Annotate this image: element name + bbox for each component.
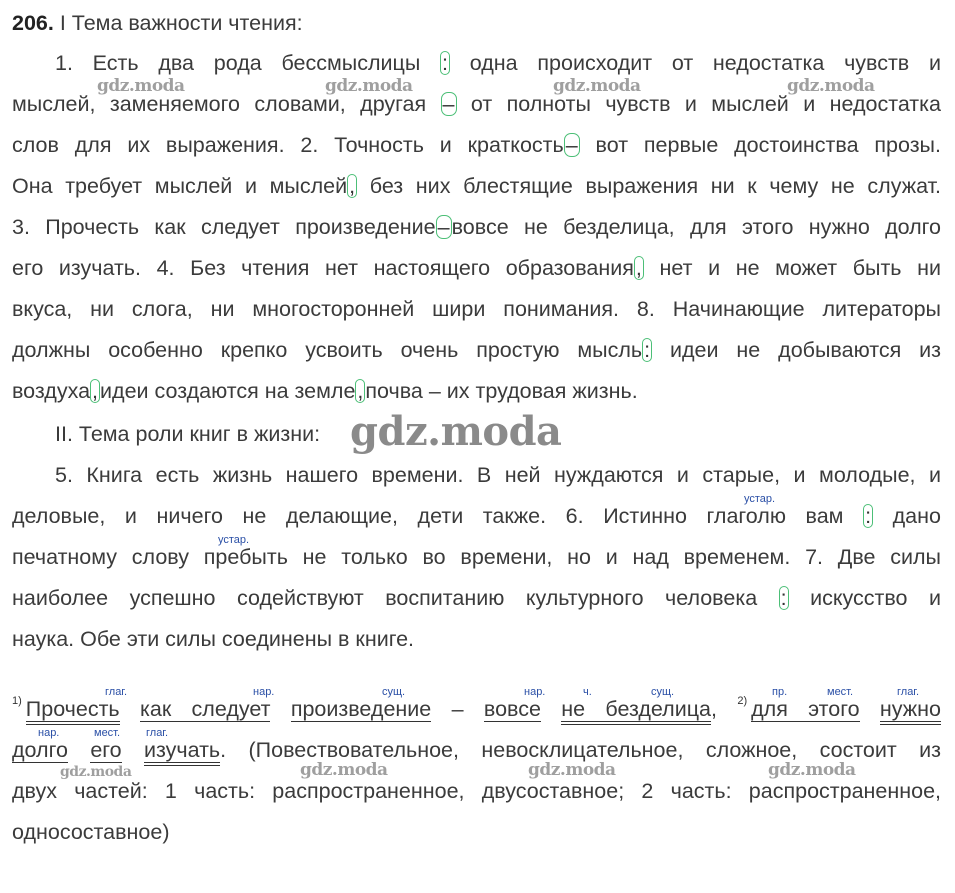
punctuation-mark: : — [780, 586, 787, 610]
predicate: Прочесть — [26, 697, 120, 725]
analysis-line-1 — [12, 696, 941, 722]
text-fragment: искусство и — [810, 586, 941, 610]
text-fragment: 1. Есть два рода бессмыслицы — [55, 51, 421, 75]
text-fragment: от полноты чувств и мыслей и недостатка — [470, 92, 941, 116]
predicate: нужно — [880, 697, 941, 725]
text-line — [12, 585, 941, 611]
punctuation-mark: : — [644, 338, 651, 362]
text-fragment: идеи не добываются из — [670, 338, 941, 362]
text-fragment: идеи создаются на земле — [100, 379, 356, 403]
text-line — [12, 173, 941, 199]
pos-tag: нар. — [38, 727, 60, 739]
punctuation-mark: , — [357, 379, 364, 403]
pos-tag: пр. — [772, 686, 788, 698]
text-fragment: слов для их выражения. 2. Точность и краткость — [12, 133, 564, 157]
adverbial: как следует — [139, 697, 271, 721]
watermark: gdz.moda — [528, 760, 616, 780]
punctuation-mark: – — [442, 92, 455, 116]
punctuation-mark: : — [865, 504, 872, 528]
text-fragment: должны особенно крепко усвоить очень простую мысль — [12, 338, 643, 362]
watermark: gdz.moda — [300, 760, 388, 780]
text-fragment: мыслей, заменяемого словами, другая — [12, 92, 427, 116]
text-line — [55, 50, 941, 76]
predicate: изучать — [144, 738, 220, 766]
punctuation-mark: , — [635, 256, 642, 280]
watermark: gdz.moda — [97, 76, 185, 96]
text-line: печатному слову пребыть не только во времени, но и над временем. 7. Две силы — [12, 545, 941, 569]
footnote-marker: 2) — [737, 695, 748, 707]
usage-note: устар. — [218, 534, 250, 546]
text-fragment: деловые, и ничего не делающие, дети также. 6. Истинно глаголю вам — [12, 504, 844, 528]
text-fragment: его изучать. 4. Без чтения нет настоящего образования — [12, 256, 634, 280]
pos-tag: глаг. — [146, 727, 169, 739]
analysis-line-3: двух частей: 1 часть: распространенное, двусоставное; 2 часть: распространенное, — [12, 779, 941, 803]
text-fragment: 3. Прочесть как следует произведение — [12, 215, 436, 239]
text-fragment: почва – их трудовая жизнь. — [365, 379, 638, 403]
task-number: 206. — [12, 11, 54, 35]
object: произведение — [290, 697, 432, 721]
text-line — [12, 255, 941, 281]
text-fragment: одна происходит от недостатка чувств и — [469, 51, 941, 75]
dash: – — [431, 697, 484, 721]
pos-tag: мест. — [94, 727, 121, 739]
analysis-line-4: односоставное) — [12, 820, 170, 844]
adverbial: долго — [12, 738, 68, 762]
text-fragment: дано — [892, 504, 941, 528]
text-fragment: воздуха — [12, 379, 91, 403]
watermark: gdz.moda — [60, 764, 132, 780]
punctuation-mark: , — [349, 174, 356, 198]
text-line — [12, 378, 941, 404]
text-line: вкуса, ни слога, ни многосторонней шири понимания. 8. Начинающие литераторы — [12, 297, 941, 321]
punctuation-mark: – — [565, 133, 578, 157]
watermark: gdz.moda — [553, 76, 641, 96]
text-fragment: без них блестящие выражения ни к чему не служат. — [369, 174, 941, 198]
theme-1-heading: I Тема важности чтения: — [53, 11, 303, 35]
pos-tag: глаг. — [105, 686, 128, 698]
text-fragment: нет и не может быть ни — [659, 256, 941, 280]
text-line: наука. Обе эти силы соединены в книге. — [12, 627, 415, 651]
pos-tag: сущ. — [382, 686, 406, 698]
watermark-large: gdz.moda — [350, 408, 562, 455]
punctuation-mark: : — [442, 51, 449, 75]
punctuation-mark: , — [92, 379, 99, 403]
watermark: gdz.moda — [325, 76, 413, 96]
text-fragment: Она требует мыслей и мыслей — [12, 174, 348, 198]
theme-2-heading: II. Тема роли книг в жизни: — [55, 422, 321, 446]
text-line — [12, 132, 941, 158]
pos-tag: глаг. — [897, 686, 920, 698]
adverbial: вовсе — [483, 697, 541, 721]
text-fragment: вот первые достоинства прозы. — [595, 133, 941, 157]
usage-note: устар. — [744, 493, 776, 505]
object: его — [90, 738, 122, 762]
watermark: gdz.moda — [787, 76, 875, 96]
pos-tag: ч. — [583, 686, 592, 698]
pos-tag: мест. — [827, 686, 854, 698]
predicate: не безделица — [561, 697, 711, 725]
text-line — [12, 503, 941, 529]
watermark: gdz.moda — [768, 760, 856, 780]
heading-line-1 — [12, 10, 941, 36]
text-line: 5. Книга есть жизнь нашего времени. В ней нуждаются и старые, и молодые, и — [55, 463, 941, 487]
text-line — [12, 337, 941, 363]
pos-tag: сущ. — [651, 686, 675, 698]
punctuation-mark: – — [437, 215, 450, 239]
pos-tag: нар. — [253, 686, 275, 698]
adverbial: для этого — [751, 697, 860, 721]
text-line — [12, 214, 941, 240]
footnote-marker: 1) — [12, 695, 22, 707]
text-fragment: наиболее успешно содействуют воспитанию культурного человека — [12, 586, 758, 610]
text-fragment: вовсе не безделица, для этого нужно долго — [451, 215, 942, 239]
comma: , — [711, 697, 717, 721]
text-fragment: . (Повествовательное, невосклицательное, сложное, состоит из — [220, 738, 942, 762]
pos-tag: нар. — [524, 686, 546, 698]
